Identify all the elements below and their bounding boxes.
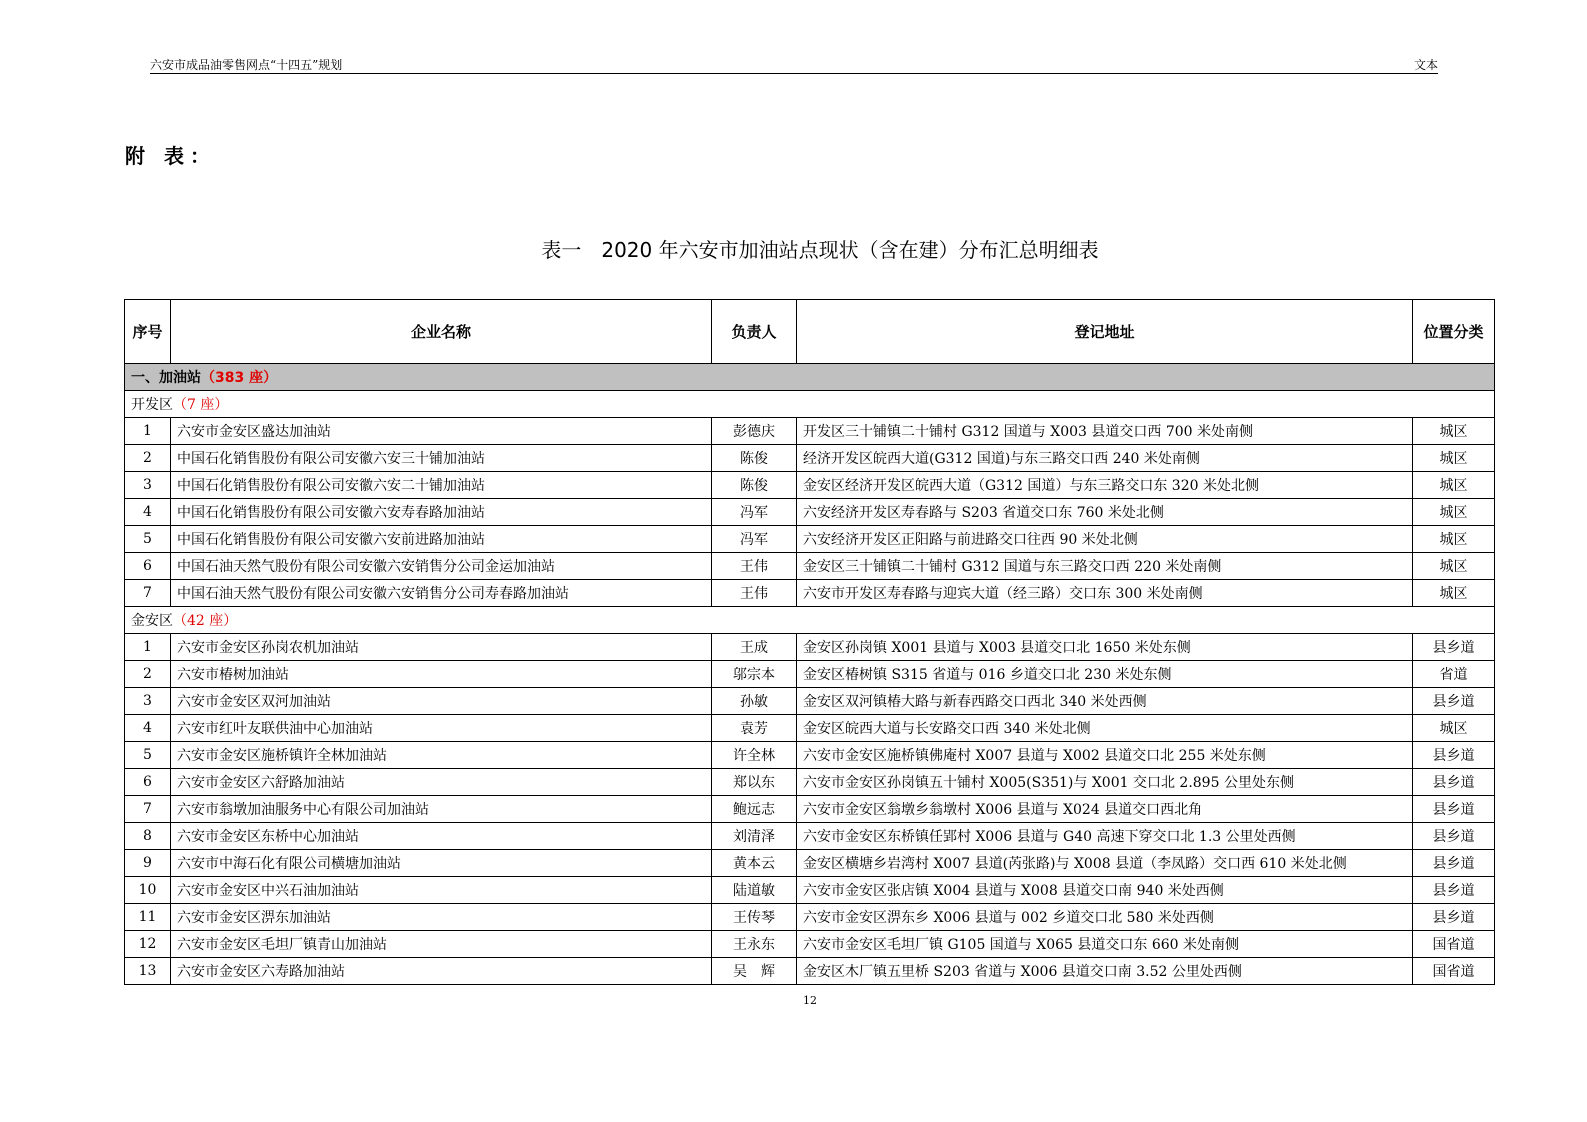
cell-no: 2 [125,661,171,688]
cell-manager: 刘清泽 [712,823,797,850]
cell-address: 六安经济开发区正阳路与前进路交口往西 90 米处北侧 [797,526,1413,553]
table-row [125,904,1495,931]
cell-no: 1 [125,418,171,445]
cell-name: 六安市椿树加油站 [171,661,712,688]
cell-address: 六安市金安区淠东乡 X006 县道与 002 乡道交口北 580 米处西侧 [797,904,1413,931]
table-row [125,418,1495,445]
cell-location: 城区 [1413,580,1495,607]
table-row [125,472,1495,499]
table-row [125,445,1495,472]
cell-name: 六安市翁墩加油服务中心有限公司加油站 [171,796,712,823]
cell-no: 12 [125,931,171,958]
cell-address: 六安市金安区孙岗镇五十铺村 X005(S351)与 X001 交口北 2.895 公里处东侧 [797,769,1413,796]
table-row [125,769,1495,796]
cell-no: 13 [125,958,171,985]
cell-address: 经济开发区皖西大道(G312 国道)与东三路交口西 240 米处南侧 [797,445,1413,472]
running-header [150,56,1438,74]
district-row [125,391,1495,418]
table-header-row [125,300,1495,364]
cell-manager: 陈俊 [712,472,797,499]
cell-manager: 郑以东 [712,769,797,796]
cell-location: 县乡道 [1413,796,1495,823]
district-row [125,607,1495,634]
cell-name: 中国石化销售股份有限公司安徽六安三十铺加油站 [171,445,712,472]
cell-no: 9 [125,850,171,877]
cell-name: 六安市金安区盛达加油站 [171,418,712,445]
group-cell [125,364,1495,391]
cell-name: 六安市金安区六舒路加油站 [171,769,712,796]
cell-location: 城区 [1413,472,1495,499]
cell-address: 六安市开发区寿春路与迎宾大道（经三路）交口东 300 米处南侧 [797,580,1413,607]
table-row [125,958,1495,985]
table-body [125,364,1495,985]
cell-manager: 黄本云 [712,850,797,877]
cell-manager: 邬宗本 [712,661,797,688]
cell-name: 中国石化销售股份有限公司安徽六安寿春路加油站 [171,499,712,526]
cell-name: 六安市金安区施桥镇许全林加油站 [171,742,712,769]
group-row-gas-stations [125,364,1495,391]
cell-no: 10 [125,877,171,904]
cell-no: 3 [125,688,171,715]
table-row [125,931,1495,958]
table-row [125,580,1495,607]
cell-address: 金安区经济开发区皖西大道（G312 国道）与东三路交口东 320 米处北侧 [797,472,1413,499]
document-title: 六安市成品油零售网点“十四五”规划 [150,58,343,72]
cell-location: 县乡道 [1413,877,1495,904]
cell-location: 城区 [1413,499,1495,526]
district-cell [125,607,1495,634]
district-count: （42 座） [173,613,238,629]
cell-no: 7 [125,580,171,607]
cell-name: 六安市金安区六寿路加油站 [171,958,712,985]
cell-name: 六安市红叶友联供油中心加油站 [171,715,712,742]
cell-no: 4 [125,499,171,526]
cell-location: 县乡道 [1413,742,1495,769]
cell-address: 金安区横塘乡岩湾村 X007 县道(芮张路)与 X008 县道（李凤路）交口西 610 米处北侧 [797,850,1413,877]
cell-no: 2 [125,445,171,472]
cell-address: 六安市金安区毛坦厂镇 G105 国道与 X065 县道交口东 660 米处南侧 [797,931,1413,958]
header-address: 登记地址 [797,300,1413,364]
cell-address: 金安区三十铺镇二十铺村 G312 国道与东三路交口西 220 米处南侧 [797,553,1413,580]
table-row [125,823,1495,850]
cell-name: 中国石化销售股份有限公司安徽六安二十铺加油站 [171,472,712,499]
cell-address: 金安区孙岗镇 X001 县道与 X003 县道交口北 1650 米处东侧 [797,634,1413,661]
cell-name: 中国石化销售股份有限公司安徽六安前进路加油站 [171,526,712,553]
cell-manager: 孙敏 [712,688,797,715]
cell-name: 六安市金安区双河加油站 [171,688,712,715]
header-location: 位置分类 [1413,300,1495,364]
table-row [125,661,1495,688]
cell-name: 六安市金安区淠东加油站 [171,904,712,931]
cell-location: 国省道 [1413,958,1495,985]
cell-location: 城区 [1413,715,1495,742]
cell-location: 国省道 [1413,931,1495,958]
cell-no: 3 [125,472,171,499]
cell-location: 县乡道 [1413,823,1495,850]
header-name: 企业名称 [171,300,712,364]
cell-address: 六安市金安区东桥镇任郢村 X006 县道与 G40 高速下穿交口北 1.3 公里处西侧 [797,823,1413,850]
cell-no: 5 [125,742,171,769]
cell-no: 6 [125,553,171,580]
cell-address: 六安经济开发区寿春路与 S203 省道交口东 760 米处北侧 [797,499,1413,526]
district-label: 金安区 [131,613,173,629]
group-count: （383 座） [201,370,278,386]
cell-manager: 王永东 [712,931,797,958]
cell-address: 六安市金安区施桥镇佛庵村 X007 县道与 X002 县道交口北 255 米处东侧 [797,742,1413,769]
cell-name: 六安市金安区毛坦厂镇青山加油站 [171,931,712,958]
cell-location: 县乡道 [1413,688,1495,715]
cell-no: 6 [125,769,171,796]
district-label: 开发区 [131,397,173,413]
cell-address: 六安市金安区翁墩乡翁墩村 X006 县道与 X024 县道交口西北角 [797,796,1413,823]
header-no: 序号 [125,300,171,364]
appendix-label: 附 表： [125,144,216,168]
cell-name: 六安市金安区东桥中心加油站 [171,823,712,850]
table-row [125,715,1495,742]
table-row [125,796,1495,823]
cell-manager: 王伟 [712,553,797,580]
cell-manager: 冯军 [712,526,797,553]
table-row [125,499,1495,526]
cell-location: 县乡道 [1413,904,1495,931]
district-cell [125,391,1495,418]
cell-address: 金安区木厂镇五里桥 S203 省道与 X006 县道交口南 3.52 公里处西侧 [797,958,1413,985]
cell-location: 城区 [1413,526,1495,553]
table-row [125,553,1495,580]
cell-no: 7 [125,796,171,823]
cell-location: 省道 [1413,661,1495,688]
cell-manager: 冯军 [712,499,797,526]
cell-name: 六安市中海石化有限公司横塘加油站 [171,850,712,877]
district-count: （7 座） [173,397,229,413]
cell-manager: 陈俊 [712,445,797,472]
cell-location: 县乡道 [1413,634,1495,661]
cell-location: 县乡道 [1413,769,1495,796]
cell-manager: 袁芳 [712,715,797,742]
cell-address: 开发区三十铺镇二十铺村 G312 国道与 X003 县道交口西 700 米处南侧 [797,418,1413,445]
cell-no: 8 [125,823,171,850]
header-manager: 负责人 [712,300,797,364]
cell-manager: 陆道敏 [712,877,797,904]
cell-manager: 鲍远志 [712,796,797,823]
table-row [125,877,1495,904]
cell-manager: 王传琴 [712,904,797,931]
cell-location: 县乡道 [1413,850,1495,877]
table-row [125,850,1495,877]
table-title: 表一 2020 年六安市加油站点现状（含在建）分布汇总明细表 [541,238,1099,262]
cell-no: 5 [125,526,171,553]
cell-location: 城区 [1413,418,1495,445]
document-type: 文本 [1413,58,1438,72]
cell-name: 中国石油天然气股份有限公司安徽六安销售分公司寿春路加油站 [171,580,712,607]
cell-manager: 王成 [712,634,797,661]
table-row [125,688,1495,715]
cell-address: 金安区皖西大道与长安路交口西 340 米处北侧 [797,715,1413,742]
cell-location: 城区 [1413,445,1495,472]
table-row [125,526,1495,553]
cell-manager: 吴 辉 [712,958,797,985]
cell-name: 六安市金安区孙岗农机加油站 [171,634,712,661]
cell-no: 4 [125,715,171,742]
gas-station-table [124,299,1495,985]
cell-address: 六安市金安区张店镇 X004 县道与 X008 县道交口南 940 米处西侧 [797,877,1413,904]
cell-name: 中国石油天然气股份有限公司安徽六安销售分公司金运加油站 [171,553,712,580]
table-row [125,634,1495,661]
cell-manager: 王伟 [712,580,797,607]
cell-address: 金安区椿树镇 S315 省道与 016 乡道交口北 230 米处东侧 [797,661,1413,688]
cell-manager: 彭德庆 [712,418,797,445]
cell-address: 金安区双河镇椿大路与新春西路交口西北 340 米处西侧 [797,688,1413,715]
cell-manager: 许全林 [712,742,797,769]
page-number: 12 [803,994,817,1007]
cell-location: 城区 [1413,553,1495,580]
cell-name: 六安市金安区中兴石油加油站 [171,877,712,904]
group-label: 一、加油站 [131,370,201,386]
cell-no: 1 [125,634,171,661]
cell-no: 11 [125,904,171,931]
table-row [125,742,1495,769]
